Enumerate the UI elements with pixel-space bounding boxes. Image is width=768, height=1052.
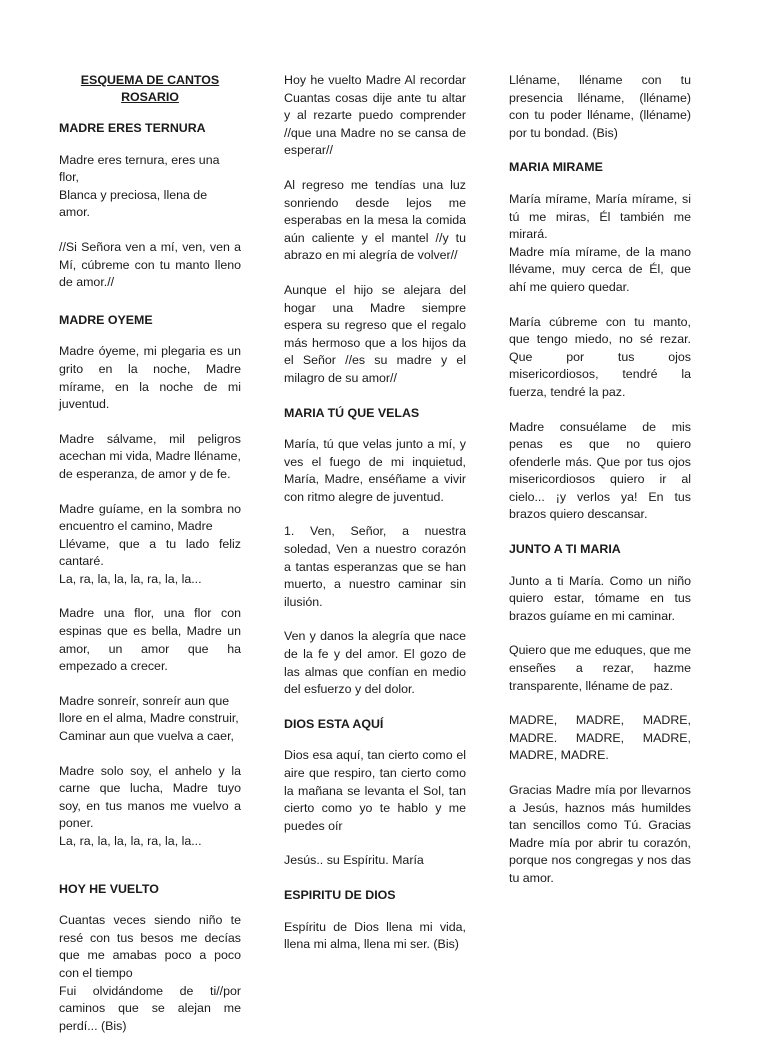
song-heading-maria-tu-que-velas: MARIA TÚ QUE VELAS (284, 405, 420, 420)
column-3 (509, 72, 691, 905)
lyric-paragraph: Gracias Madre mía por llevarnos a Jesús, haznos más humildes tan sencillos como Tú. Gracias Madre mía por abrir tu corazón, porque nos congregas y nos das tu amor. (509, 783, 691, 885)
lyric-paragraph: Junto a ti María. Como un niño quiero estar, tómame en tus brazos guíame en mi caminar. (509, 573, 691, 623)
lyric-paragraph: //Si Señora ven a mí, ven, ven a Mí, cúbreme con tu manto lleno de amor.// (59, 239, 241, 290)
lyric-paragraph: Madre óyeme, mi plegaria es un grito en la noche, Madre mírame, en la noche de mi juventud. (59, 344, 241, 412)
song-heading-hoy-he-vuelto: HOY HE VUELTO (59, 881, 159, 896)
lyric-paragraph: MADRE, MADRE, MADRE, MADRE. MADRE, MADRE, MADRE, MADRE. (509, 713, 691, 763)
lyric-paragraph: María, tú que velas junto a mí, y ves el fuego de mi inquietud, María, Madre, enséñame a vivir con ritmo alegre de juventud. (284, 437, 466, 504)
lyric-paragraph: Madre sonreír, sonreír aun que llore en el alma, Madre construir, Caminar aun que vuelva a caer, (59, 693, 239, 744)
column-1 (59, 72, 241, 1052)
lyric-paragraph: Ven y danos la alegría que nace de la fe y del amor. El gozo de las almas que confían en medio del esfuerzo y del dolor. (284, 629, 466, 697)
lyric-paragraph: Madre eres ternura, eres una flor, Blanca y preciosa, llena de amor. (59, 152, 220, 220)
lyric-paragraph: Espíritu de Dios llena mi vida, llena mi alma, llena mi ser. (Bis) (284, 919, 466, 952)
lyric-paragraph: Lléname, lléname con tu presencia lléname, (lléname) con tu poder lléname, (lléname) por tu bondad. (Bis) (509, 73, 691, 140)
lyric-paragraph: Hoy he vuelto Madre Al recordar Cuantas cosas dije ante tu altar y al rezarte puedo comprender //que una Madre no se cansa de esperar// (284, 73, 466, 158)
song-heading-dios-esta-aqui: DIOS ESTA AQUÍ (284, 716, 384, 731)
column-2 (284, 72, 466, 971)
song-heading-madre-oyeme: MADRE OYEME (59, 312, 153, 327)
lyric-paragraph: Jesús.. su Espíritu. María (284, 853, 424, 868)
lyric-paragraph: Cuantas veces siendo niño te resé con tus besos me decías que me amabas poco a poco con el tiempo Fui olvidándome de ti//por caminos que se alejan me perdí... (Bis) (59, 913, 241, 1033)
lyric-paragraph: Madre solo soy, el anhelo y la carne que lucha, Madre tuyo soy, en tus manos me vuelvo a poner. La, ra, la, la, la, ra, la, la... (59, 763, 241, 848)
lyric-paragraph: María mírame, María mírame, si tú me miras, Él también me mirará. Madre mía mírame, de la mano llévame, muy cerca de Él, que ahí me quiero quedar. (509, 191, 691, 294)
lyric-paragraph: Madre sálvame, mil peligros acechan mi vida, Madre lléname, de esperanza, de amor y de fe. (59, 431, 241, 481)
lyric-paragraph: Al regreso me tendías una luz sonriendo desde lejos me esperabas en la mesa la comida aún caliente y el mantel //y tu abrazo en mi alegría de volver// (284, 177, 466, 263)
song-heading-espiritu-de-dios: ESPIRITU DE DIOS (284, 887, 396, 902)
song-heading-junto-a-ti-maria: JUNTO A TI MARIA (509, 542, 621, 557)
song-heading-madre-eres-ternura: MADRE ERES TERNURA (59, 121, 206, 135)
title-line-2: ROSARIO (121, 90, 179, 104)
document-title (59, 72, 241, 106)
lyric-paragraph: Madre consuélame de mis penas es que no quiero ofenderle más. Que por tus ojos misericordiosos quiero ir al cielo... ¡y verlos ya! En tus brazos quiero descansar. (509, 419, 691, 522)
lyric-paragraph: 1. Ven, Señor, a nuestra soledad, Ven a nuestro corazón a tantas esperanzas que se han muerto, a nuestro caminar sin ilusión. (284, 524, 466, 609)
lyric-paragraph: Aunque el hijo se alejara del hogar una Madre siempre espera su regreso que el regalo más hermoso que a los hijos da el Señor //es su madre y el milagro de su amor// (284, 282, 466, 385)
lyric-paragraph: Madre una flor, una flor con espinas que es bella, Madre un amor, un amor que ha empezado a crecer. (59, 606, 241, 674)
lyric-paragraph: Dios esa aquí, tan cierto como el aire que respiro, tan cierto como la mañana se levanta el Sol, tan cierto como yo te hablo y me puedes oír (284, 748, 466, 833)
lyric-paragraph: Madre guíame, en la sombra no encuentro el camino, Madre Llévame, que a tu lado feliz cantaré. La, ra, la, la, la, ra, la, la... (59, 501, 241, 586)
song-heading-maria-mirame: MARIA MIRAME (509, 160, 603, 175)
lyric-paragraph: María cúbreme con tu manto, que tengo miedo, no sé rezar. Que por tus ojos misericordiosos, tendré la fuerza, tendré la paz. (509, 314, 691, 399)
title-line-1: ESQUEMA DE CANTOS (80, 73, 220, 87)
lyric-paragraph: Quiero que me eduques, que me enseñes a rezar, hazme transparente, lléname de paz. (509, 643, 691, 693)
